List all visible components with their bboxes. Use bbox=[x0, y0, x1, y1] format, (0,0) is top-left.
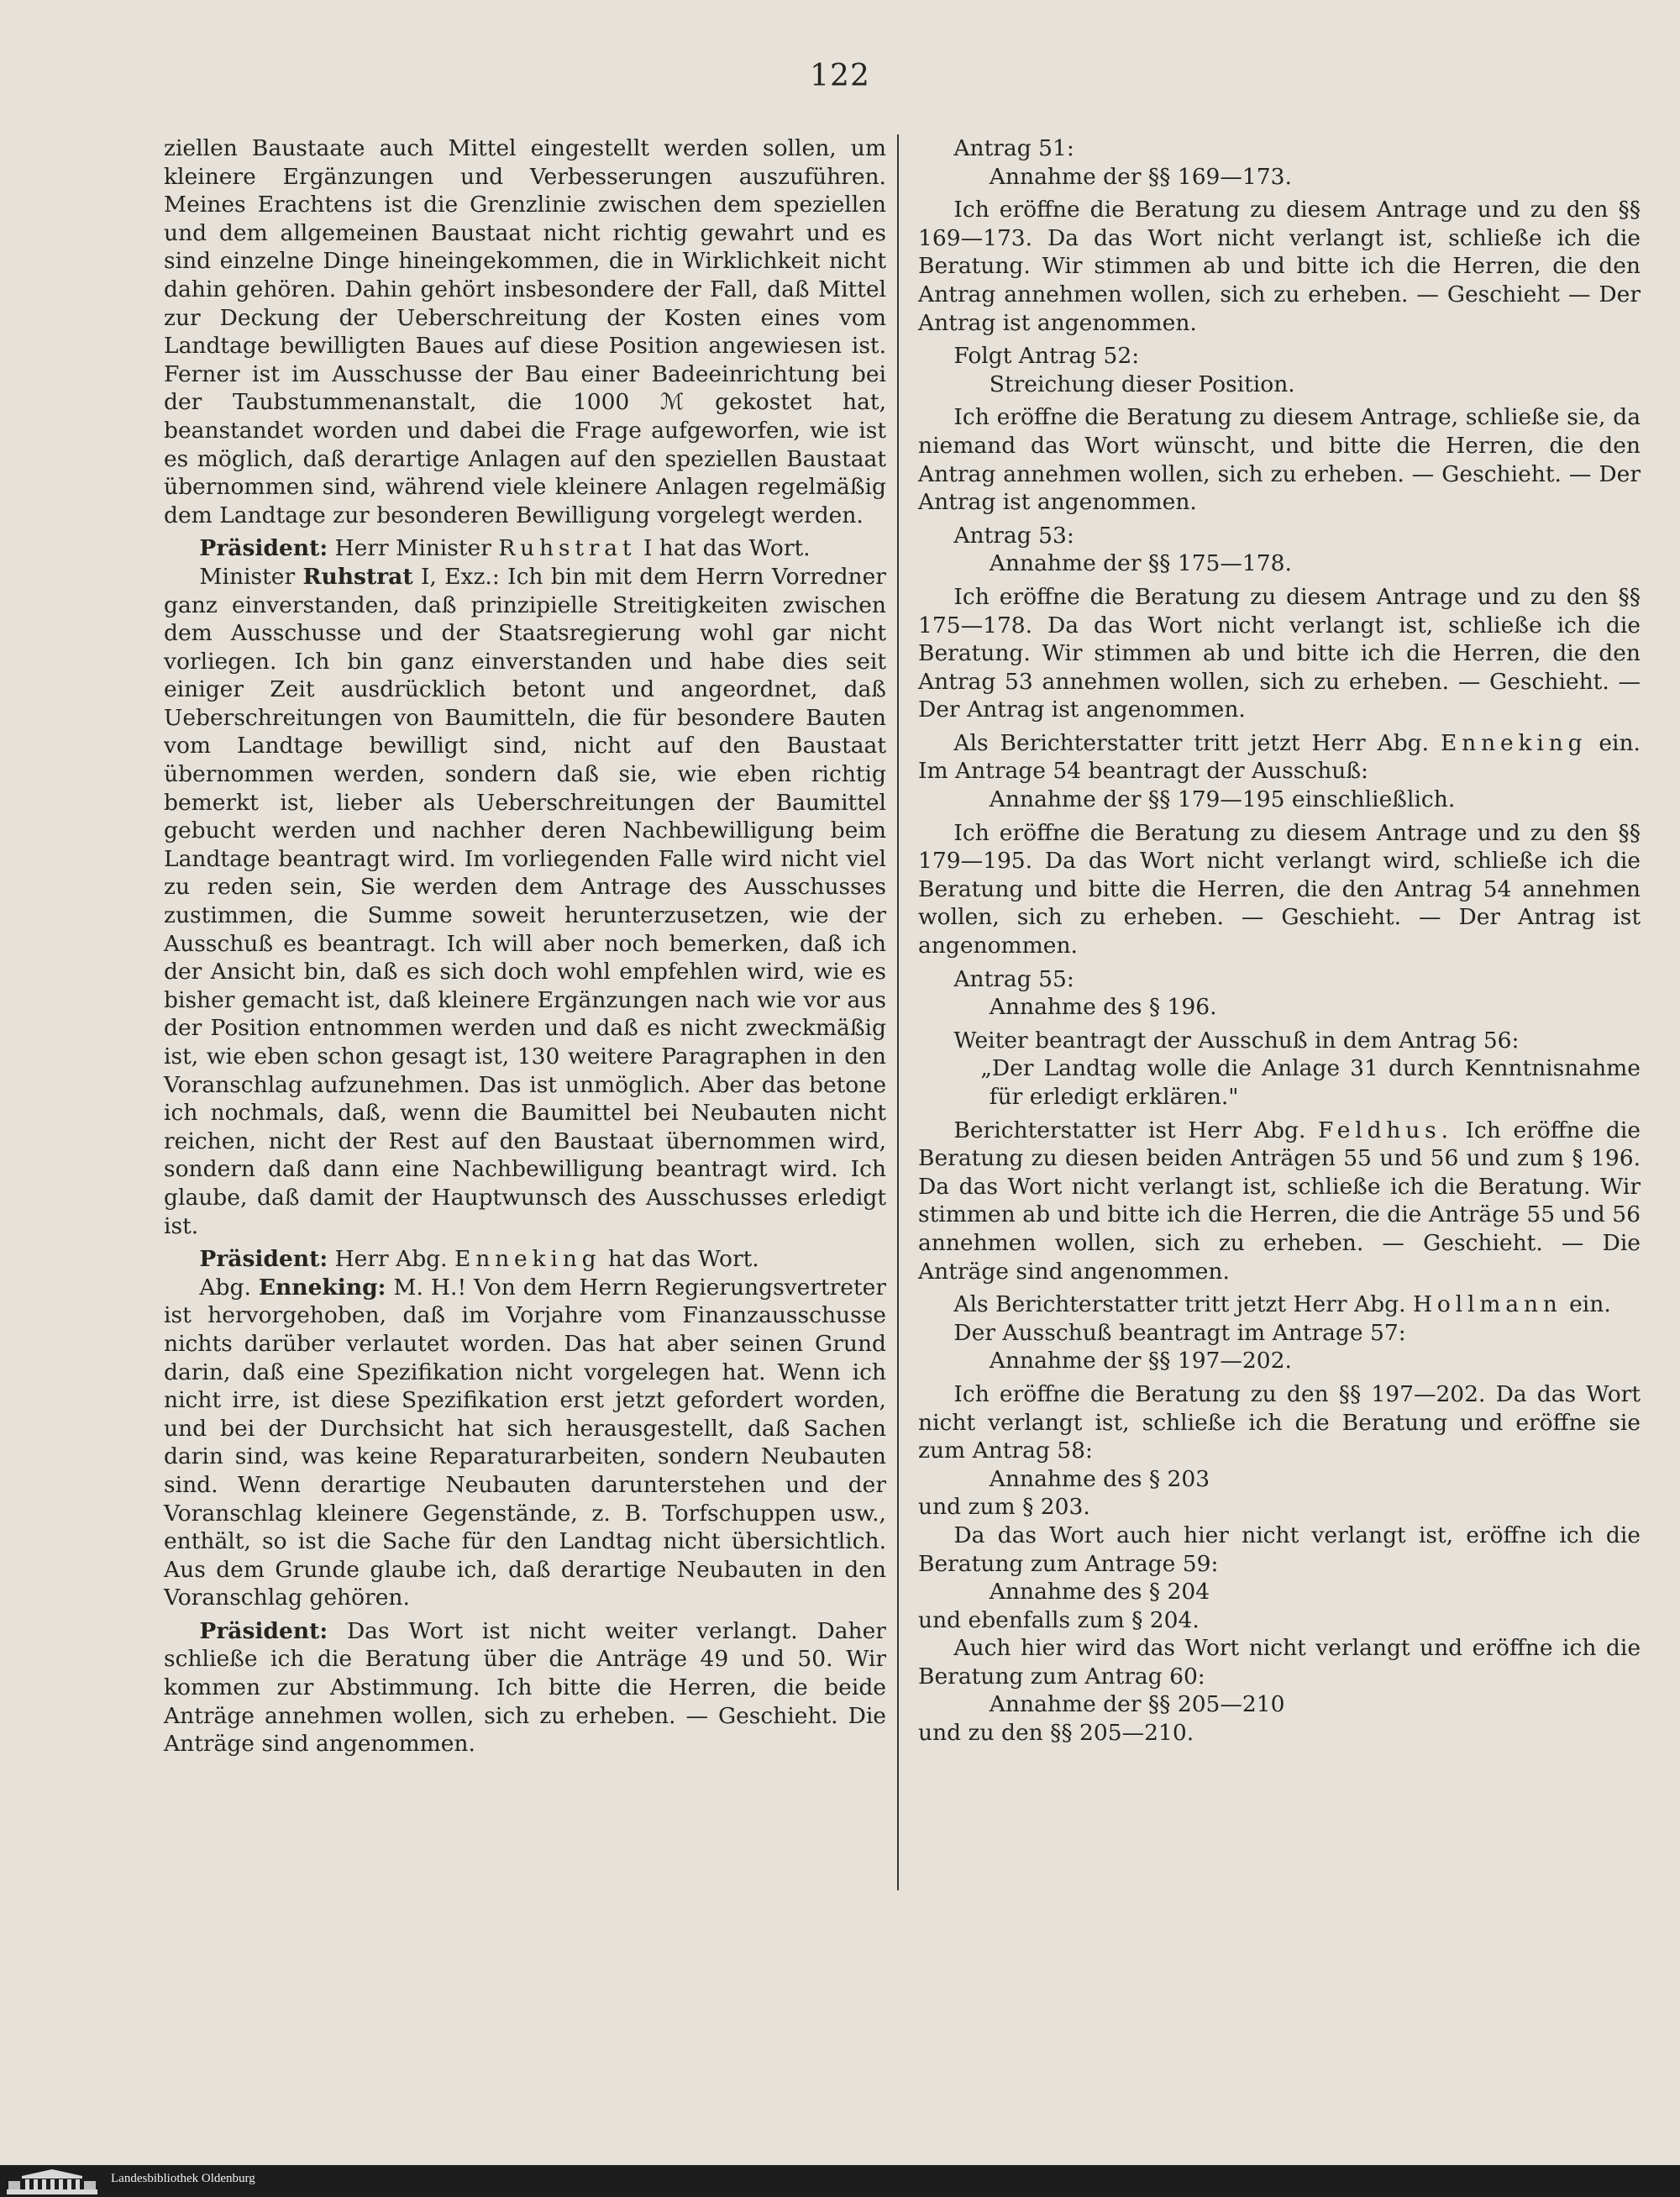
line: Annahme der §§ 197—202. bbox=[989, 1348, 1292, 1374]
line: Antrag 51: bbox=[953, 135, 1074, 161]
line: Der Ausschuß beantragt im Antrage 57: bbox=[953, 1319, 1406, 1346]
quoted-motion: „Der Landtag wolle die Anlage 31 durch Kenntnisnahme für erledigt erklären." bbox=[980, 1055, 1641, 1110]
speaker-label: Ruhstrat bbox=[302, 563, 413, 590]
paragraph-text: Herr Abg. bbox=[334, 1246, 448, 1273]
line: Annahme des § 204 bbox=[989, 1579, 1210, 1606]
speaker-name: Hollmann bbox=[1412, 1291, 1562, 1318]
paragraph: Ich eröffne die Beratung zu diesem Antrage, schließe sie, da niemand das Wort wünscht, und bitte die Herren, die den Antrag annehmen wollen, sich zu erheben. — Geschieht. — Der Antrag ist angenommen. bbox=[918, 404, 1641, 516]
line: Weiter beantragt der Ausschuß in dem Antrag 56: bbox=[953, 1027, 1520, 1054]
paragraph: Ich eröffne die Beratung zu diesem Antrage und zu den §§ 169—173. Da das Wort nicht verlangt ist, schließe ich die Beratung. Wir stimmen ab und bitte ich die Herren, die den Antrag annehmen wollen, sich zu erheben. — Geschieht — Der Antrag ist angenommen. bbox=[918, 197, 1641, 336]
paragraph bbox=[918, 1290, 1641, 1319]
paragraph: Ich eröffne die Beratung zu diesem Antrage und zu den §§ 175—178. Da das Wort nicht verlangt ist, schließe ich die Beratung. Wir stimmen ab und bitte ich die Herren, die den Antrag 53 annehmen wollen, sich zu erheben. — Geschieht. — Der Antrag ist angenommen. bbox=[918, 583, 1641, 723]
paragraph bbox=[164, 1274, 886, 1612]
line: Annahme des § 203 bbox=[989, 1465, 1210, 1492]
line: Annahme der §§ 169—173. bbox=[989, 163, 1292, 190]
line: Annahme des § 196. bbox=[989, 994, 1217, 1021]
paragraph-text: Ich eröffne die Beratung zu diesen beiden Anträgen 55 und 56 und zum § 196. Da das Wort nicht verlangt ist, schließe ich die Beratung. Wir stimmen ab und bitte ich die Herren, die die Anträge 55 und 56 annehmen wollen, sich zu erheben. — Geschieht. — Die Anträge sind angenommen. bbox=[918, 1117, 1641, 1285]
paragraph bbox=[164, 563, 886, 1240]
speaker-label: Präsident: bbox=[199, 1617, 328, 1644]
paragraph: Ich eröffne die Beratung zu diesem Antrage und zu den §§ 179—195. Da das Wort nicht verlangt wird, schließe ich die Beratung und bitte die Herren, die den Antrag 54 annehmen wollen, sich zu erheben. — Geschieht. — Der Antrag ist angenommen. bbox=[918, 819, 1641, 959]
line: Antrag 53: bbox=[953, 522, 1074, 549]
paragraph: Ich eröffne die Beratung zu den §§ 197—202. Da das Wort nicht verlangt ist, schließe ich die Beratung und eröffne sie zum Antrag 58: bbox=[918, 1380, 1641, 1464]
left-column bbox=[164, 134, 886, 1758]
paragraph bbox=[164, 1617, 886, 1758]
page-number: 122 bbox=[810, 59, 870, 93]
speaker-label: Präsident: bbox=[199, 1246, 328, 1273]
paragraph bbox=[164, 534, 886, 563]
line: Annahme der §§ 179—195 einschließlich. bbox=[989, 786, 1456, 813]
line: Annahme der §§ 205—210 bbox=[989, 1691, 1285, 1718]
speaker-name: Feldhus. bbox=[1317, 1117, 1453, 1143]
speaker-label: Präsident: bbox=[199, 535, 328, 562]
line: Folgt Antrag 52: bbox=[953, 343, 1140, 370]
paragraph bbox=[164, 1245, 886, 1274]
line: und ebenfalls zum § 204. bbox=[918, 1606, 1200, 1633]
speaker-prefix: Abg. bbox=[199, 1274, 251, 1301]
line: und zum § 203. bbox=[918, 1494, 1090, 1521]
line: Annahme der §§ 175—178. bbox=[989, 550, 1292, 577]
right-column bbox=[918, 134, 1641, 1748]
line: Antrag 55: bbox=[953, 965, 1074, 992]
paragraph-text: Berichterstatter ist Herr Abg. bbox=[953, 1117, 1306, 1143]
paragraph-text: I, Exz.: Ich bin mit dem Herrn Vorredner ganz einverstanden, daß prinzipielle Streitigkeiten zwischen dem Ausschusse und der Staatsregierung wohl gar nicht vorliegen. Ich bin ganz einverstanden und habe dies seit einiger Zeit ausdrücklich betont und angeordnet, daß Ueberschreitungen von Baumitteln, die für besondere Bauten vom Landtage bewilligt sind, nicht auf den Baustaat übernommen werden, sondern daß sie, wie eben richtig bemerkt ist, lieber als Ueberschreitungen der Baumittel gebucht werden und nachher deren Nachbewilligung beim Landtage beantragt wird. Im vorliegenden Falle wird nicht viel zu reden sein, Sie werden dem Antrage des Ausschusses zustimmen, die Summe soweit herunterzusetzen, wie der Ausschuß es beantragt. Ich will aber noch bemerken, daß ich der Ansicht bin, daß es sich doch wohl empfehlen wird, wie es bisher gemacht ist, daß kleinere Ergänzungen nach wie vor aus der Position entnommen werden und daß es nicht zweckmäßig ist, wie eben schon gesagt ist, 130 weitere Paragraphen in den Voranschlag aufzunehmen. Das ist unmöglich. Aber das betone ich nochmals, daß, wenn die Baumittel bei Neubauten nicht reichen, nicht der Rest auf den Baustaat übernommen wird, sondern daß dann eine Nachbewilligung beantragt wird. Ich glaube, daß damit der Hauptwunsch des Ausschusses erledigt ist. bbox=[164, 563, 886, 1239]
paragraph: Auch hier wird das Wort nicht verlangt und eröffne ich die Beratung zum Antrag 60: bbox=[918, 1635, 1641, 1690]
speaker-label: Enneking: bbox=[258, 1274, 386, 1301]
paragraph-text: Herr Minister bbox=[334, 535, 491, 562]
paragraph-text: Als Berichterstatter tritt jetzt Herr Abg. bbox=[953, 729, 1430, 756]
paragraph-text: I hat das Wort. bbox=[643, 535, 811, 562]
library-building-icon bbox=[5, 2168, 99, 2196]
speaker-name: Enneking bbox=[454, 1246, 601, 1273]
paragraph-text: ein. bbox=[1569, 1291, 1611, 1318]
paragraph-text: hat das Wort. bbox=[607, 1246, 759, 1273]
library-credit: Landesbibliothek Oldenburg bbox=[111, 2172, 255, 2185]
line: Streichung dieser Position. bbox=[989, 371, 1295, 397]
paragraph bbox=[918, 729, 1641, 786]
speaker-name: Enneking bbox=[1441, 729, 1588, 756]
paragraph-text: ein. Im Antrage 54 beantragt der Ausschuß: bbox=[918, 729, 1641, 785]
line: und zu den §§ 205—210. bbox=[918, 1720, 1194, 1747]
speaker-name: Ruhstrat bbox=[498, 535, 637, 562]
paragraph-text: Als Berichterstatter tritt jetzt Herr Abg. bbox=[953, 1291, 1406, 1318]
paragraph bbox=[918, 1117, 1641, 1286]
paragraph-text: Das Wort ist nicht weiter verlangt. Daher schließe ich die Beratung über die Anträge 49 und 50. Wir kommen zur Abstimmung. Ich bitte die Herren, die beide Anträge annehmen wollen, sich zu erheben. — Geschieht. Die Anträge sind angenommen. bbox=[164, 1617, 886, 1758]
paragraph: Da das Wort auch hier nicht verlangt ist, eröffne ich die Beratung zum Antrage 59: bbox=[918, 1522, 1641, 1577]
paragraph: ziellen Baustaate auch Mittel eingestellt werden sollen, um kleinere Ergänzungen und Verbesserungen auszuführen. Meines Erachtens ist die Grenzlinie zwischen dem speziellen und dem allgemeinen Baustaat nicht richtig gewahrt und es sind einzelne Dinge hineingekommen, die in Wirklichkeit nicht dahin gehören. Dahin gehört insbesondere der Fall, daß Mittel zur Deckung der Ueberschreitung der Kosten eines vom Landtage bewilligten Baues auf diese Position angewiesen ist. Ferner ist im Ausschusse der Bau einer Badeeinrichtung bei der Taubstummenanstalt, die 1000 ℳ gekostet hat, beanstandet worden und dabei die Frage aufgeworfen, wie ist es möglich, daß derartige Anlagen auf den speziellen Baustaat übernommen sind, während viele kleinere Anlagen regelmäßig dem Landtage zur besonderen Bewilligung vorgelegt werden. bbox=[164, 135, 886, 528]
column-divider bbox=[897, 134, 899, 1890]
paragraph-text: M. H.! Von dem Herrn Regierungsvertreter ist hervorgehoben, daß im Vorjahre vom Finanzausschusse nichts darüber verlautet worden. Das hat aber seinen Grund darin, daß eine Spezifikation nicht vorgelegen hat. Wenn ich nicht irre, ist diese Spezifikation erst jetzt gefordert worden, und bei der Durchsicht hat sich herausgestellt, daß Sachen darin sind, was keine Reparaturarbeiten, sondern Neubauten sind. Wenn derartige Neubauten darunterstehen und der Voranschlag kleinere Gegenstände, z. B. Torfschuppen usw., enthält, so ist die Sache für den Landtag nicht übersichtlich. Aus dem Grunde glaube ich, daß derartige Neubauten in den Voranschlag gehören. bbox=[164, 1274, 886, 1611]
speaker-prefix: Minister bbox=[199, 563, 296, 590]
